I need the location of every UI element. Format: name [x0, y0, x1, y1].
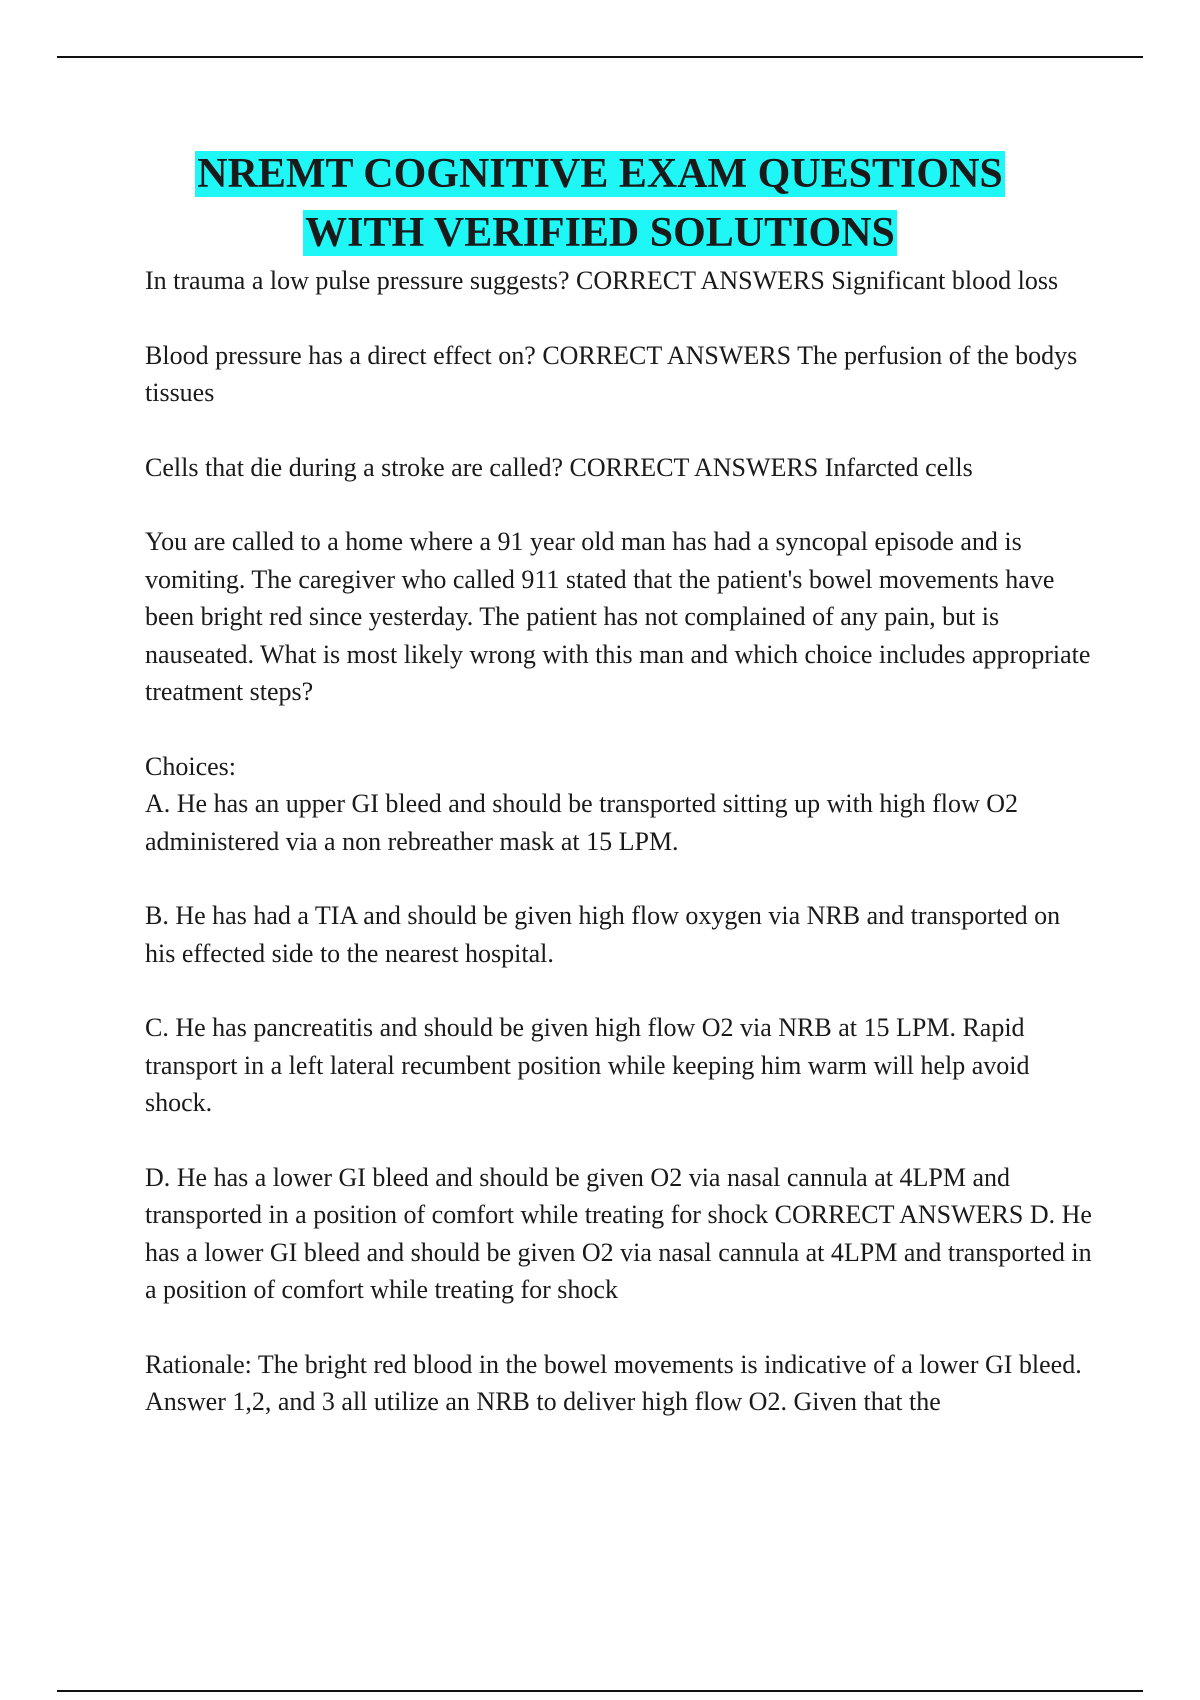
document-body — [145, 262, 1095, 1458]
bottom-rule — [57, 1690, 1143, 1692]
choice-a: A. He has an upper GI bleed and should be transported sitting up with high flow O2 administered via a non rebreather mask at 15 LPM. — [145, 789, 1019, 856]
title-line-2: WITH VERIFIED SOLUTIONS — [305, 210, 895, 256]
qa-item-blood-pressure: Blood pressure has a direct effect on? CORRECT ANSWERS The perfusion of the bodys tissues — [145, 340, 1078, 407]
choices-label: Choices: — [145, 751, 236, 781]
qa-item-stroke-cells: Cells that die during a stroke are called? CORRECT ANSWERS Infarcted cells — [145, 452, 973, 482]
choice-c: C. He has pancreatitis and should be given high flow O2 via NRB at 15 LPM. Rapid transport in a left lateral recumbent position while keeping him warm will help avoid shock. — [145, 1013, 1030, 1117]
top-rule — [57, 56, 1143, 58]
title-line-1: NREMT COGNITIVE EXAM QUESTIONS — [197, 151, 1003, 197]
document-title — [0, 145, 1200, 263]
rationale: Rationale: The bright red blood in the bowel movements is indicative of a lower GI bleed. Answer 1,2, and 3 all utilize an NRB to deliver high flow O2. Given that the — [145, 1349, 1082, 1416]
choice-d: D. He has a lower GI bleed and should be given O2 via nasal cannula at 4LPM and transported in a position of comfort while treating for shock CORRECT ANSWERS D. He has a lower GI bleed and should be given O2 via nasal cannula at 4LPM and transported in a position of comfort while treating for shock — [145, 1162, 1092, 1304]
scenario-question: You are called to a home where a 91 year old man has had a syncopal episode and is vomiting. The caregiver who called 911 stated that the patient's bowel movements have been bright red since yesterday. The patient has not complained of any pain, but is nauseated. What is most likely wrong with this man and which choice includes appropriate treatment steps? — [145, 527, 1091, 706]
qa-item-pulse-pressure: In trauma a low pulse pressure suggests? CORRECT ANSWERS Significant blood loss — [145, 266, 1059, 295]
choice-b: B. He has had a TIA and should be given high flow oxygen via NRB and transported on his effected side to the nearest hospital. — [145, 901, 1061, 968]
